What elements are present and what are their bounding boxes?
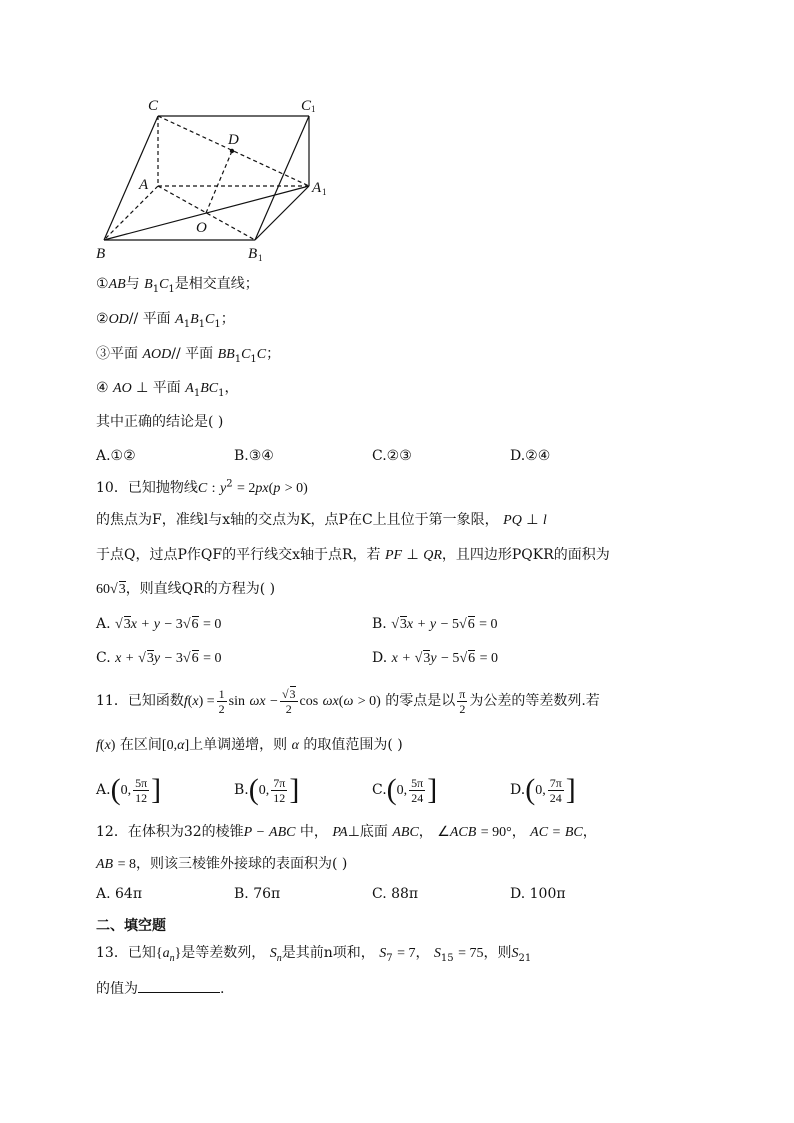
- label-B1-sub: 1: [258, 253, 263, 263]
- label-A: A: [139, 177, 149, 193]
- q12-line-2: AB = 8，则该三棱锥外接球的表面积为( ): [96, 856, 348, 872]
- label-O: O: [196, 220, 207, 236]
- q9-option-b: B.③④: [234, 448, 274, 464]
- q11-option-d: D.(0, $\frac{7\pi}{24}$ ]: [510, 773, 576, 806]
- q9-statement-2: ②OD// 平面 $A_1B_1C_1$；: [96, 311, 235, 330]
- q10-line-3: 于点Q，过点P作QF的平行线交x轴于点R，若 PF ⊥ QR，且四边形PQKR的面积为: [96, 547, 610, 563]
- label-B: B: [96, 246, 106, 262]
- q10-line-4: 60√3，则直线QR的方程为( ): [96, 581, 276, 597]
- q10-line-1: 10．已知抛物线C : $y^2 = 2px(p > 0)$: [96, 478, 308, 496]
- q13-answer-blank[interactable]: [138, 978, 220, 993]
- label-A1: A: [312, 180, 322, 196]
- edge-C1B1: [255, 116, 309, 240]
- point-D: [230, 149, 234, 153]
- q11-line-1: 11．已知函数f(x) = $\frac{1}{2}$ sin ωx − $\frac{√3}{2}$ cos ωx(ω > 0) 的零点是以 $\frac{\pi}{2}$ 为公差的等差数列.若: [96, 686, 600, 716]
- label-C1-sub: 1: [311, 104, 316, 114]
- label-D: D: [228, 132, 239, 148]
- label-B1: B: [248, 246, 258, 262]
- q9-statement-4: ④ AO ⊥ 平面 $A_1BC_1$，: [96, 380, 239, 399]
- q11-option-b: B.(0, $\frac{7\pi}{12}$ ]: [234, 773, 300, 806]
- q13-line-2: 的值为 .: [96, 978, 224, 999]
- q11-option-c: C.(0, $\frac{5\pi}{24}$ ]: [372, 773, 438, 806]
- edge-AB: [104, 186, 158, 240]
- q9-option-d: D.②④: [510, 448, 551, 464]
- q9-statement-3: ③平面 AOD// 平面 $BB_1C_1C$；: [96, 346, 281, 365]
- q13-line-1: 13．已知$\{a_n\}$是等差数列， $S_n$是其前n项和， $S_7 = 7$， $S_{15} = 75$，则$S_{21}$: [96, 945, 532, 964]
- q9-option-a: A.①②: [96, 448, 136, 464]
- q10-option-c: C. x + √3y − 3√6 = 0: [96, 650, 222, 666]
- q10-line-2: 的焦点为F，准线l与x轴的交点为K，点P在C上且位于第一象限， PQ ⊥ l: [96, 512, 547, 528]
- edge-CB: [104, 116, 158, 240]
- edge-B1A1: [255, 186, 309, 240]
- label-A1-sub: 1: [322, 187, 327, 197]
- q12-line-1: 12．在体积为32的棱锥P − ABC 中， PA⊥底面 ABC， ∠ACB = 90°， AC = BC，: [96, 824, 597, 840]
- q10-option-b: B. √3x + y − 5√6 = 0: [372, 616, 498, 632]
- q12-option-a: A. 64π: [96, 886, 143, 902]
- q9-statement-1: ①AB与 $B_1C_1$是相交直线；: [96, 276, 259, 295]
- q12-option-d: D. 100π: [510, 886, 566, 902]
- q11-option-a: A.(0, $\frac{5\pi}{12}$ ]: [96, 773, 162, 806]
- q9-question: 其中正确的结论是( ): [96, 414, 224, 430]
- section-title-fill-in: 二、填空题: [96, 918, 166, 934]
- q10-option-a: A. √3x + y − 3√6 = 0: [96, 616, 222, 632]
- q10-option-d: D. x + √3y − 5√6 = 0: [372, 650, 498, 666]
- q11-line-2: f(x) 在区间[0,α]上单调递增，则 α 的取值范围为( ): [96, 737, 403, 753]
- prism-figure: [92, 92, 352, 267]
- label-C: C: [148, 98, 159, 114]
- q12-option-b: B. 76π: [234, 886, 281, 902]
- q12-option-c: C. 88π: [372, 886, 419, 902]
- q9-option-c: C.②③: [372, 448, 412, 464]
- label-C1: C: [301, 98, 312, 114]
- edge-OD: [206, 151, 232, 213]
